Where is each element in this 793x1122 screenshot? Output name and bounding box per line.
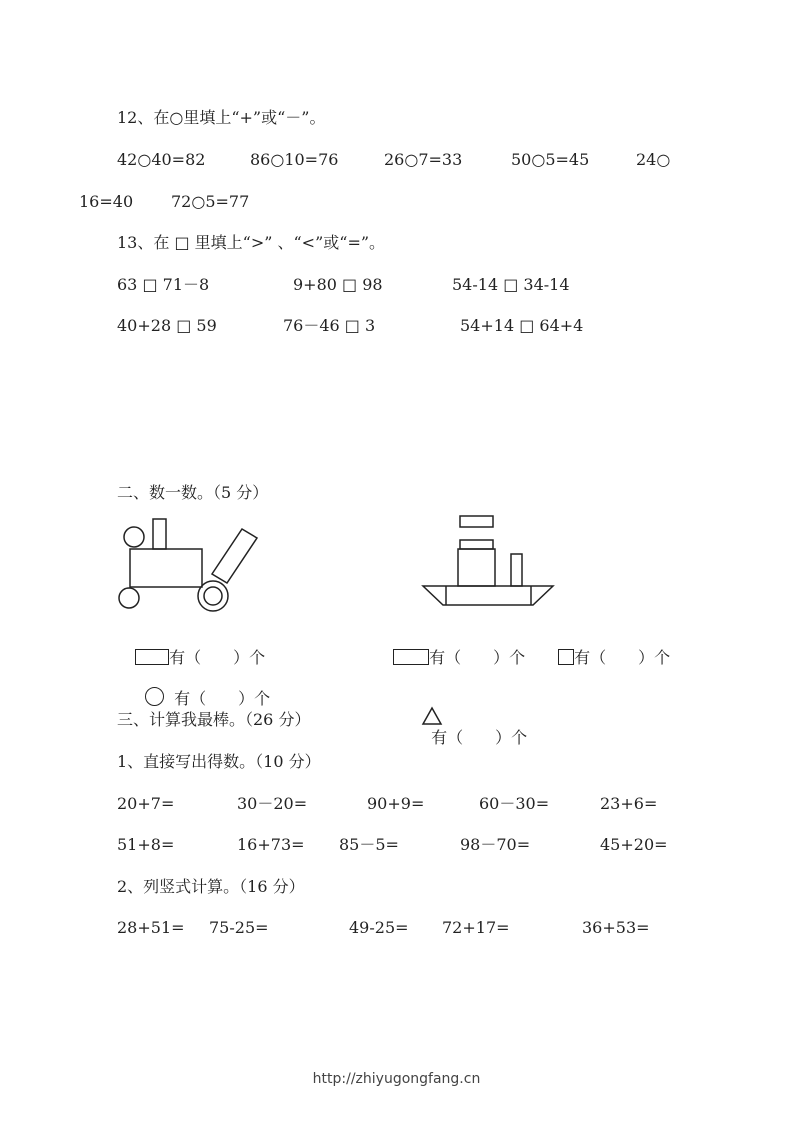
footer-url: http://zhiyugongfang.cn <box>312 1071 481 1087</box>
triangle-icon <box>401 687 421 705</box>
calc-item: 45+20= <box>600 835 668 854</box>
circle-icon <box>145 687 164 706</box>
rectangle-icon <box>393 649 429 665</box>
count-label: 有（ ）个 <box>574 648 671 667</box>
count-line-rectangle-right <box>383 628 525 668</box>
calc-item: 90+9= <box>367 794 425 813</box>
count-line-square <box>548 628 670 668</box>
q13-item: 9+80 □ 98 <box>293 275 383 294</box>
ship-top-block <box>460 516 493 527</box>
calc-item: 16+73= <box>237 835 305 854</box>
calc-item: 60－30= <box>479 794 550 813</box>
vertical-calc-item: 36+53= <box>582 918 650 937</box>
count-label: 有（ ）个 <box>429 648 526 667</box>
count-label: 有（ ）个 <box>169 648 266 667</box>
calc-item: 30－20= <box>237 794 308 813</box>
q13-item: 54-14 □ 34-14 <box>452 275 570 294</box>
vertical-calc-item: 28+51= <box>117 918 185 937</box>
square-icon <box>558 649 574 665</box>
q12-item: 72○5=77 <box>171 192 250 211</box>
vertical-calc-item: 49-25= <box>349 918 409 937</box>
q12-item: 26○7=33 <box>384 150 463 169</box>
rectangle-icon <box>135 649 169 665</box>
count-line-triangle <box>391 667 527 748</box>
count-label: 有（ ）个 <box>431 728 528 747</box>
calc-item: 51+8= <box>117 835 175 854</box>
ship-mast <box>511 554 522 586</box>
calc-item: 23+6= <box>600 794 658 813</box>
q12-title: 12、在○里填上“+”或“－”。 <box>117 108 326 127</box>
q12-item: 42○40=82 <box>117 150 206 169</box>
vertical-calc-item: 72+17= <box>442 918 510 937</box>
ship-cabin-top <box>460 540 493 549</box>
calc-item: 20+7= <box>117 794 175 813</box>
calc-item: 98－70= <box>460 835 531 854</box>
section3-title: 三、计算我最棒。（26 分） <box>117 710 311 729</box>
q13-item: 54+14 □ 64+4 <box>460 316 584 335</box>
ship-cabin <box>458 549 495 586</box>
vertical-calc-item: 75-25= <box>209 918 269 937</box>
q13-title: 13、在 □ 里填上“>” 、“<”或“=”。 <box>117 233 386 252</box>
q12-item: 16=40 <box>79 192 134 211</box>
count-label: 有（ ）个 <box>174 689 271 708</box>
q12-item: 86○10=76 <box>250 150 339 169</box>
part2-title: 2、列竖式计算。（16 分） <box>117 877 305 896</box>
section2-title: 二、数一数。（5 分） <box>117 483 269 502</box>
calc-item: 85－5= <box>339 835 399 854</box>
ship-hull <box>423 586 553 605</box>
q12-item: 50○5=45 <box>511 150 590 169</box>
q13-item: 40+28 □ 59 <box>117 316 217 335</box>
q13-item: 76－46 □ 3 <box>283 316 376 335</box>
q12-item: 24○ <box>636 150 671 169</box>
count-line-rectangle-left <box>125 628 265 668</box>
q13-item: 63 □ 71－8 <box>117 275 210 294</box>
count-line-circle <box>135 667 270 709</box>
part1-title: 1、直接写出得数。（10 分） <box>117 752 321 771</box>
